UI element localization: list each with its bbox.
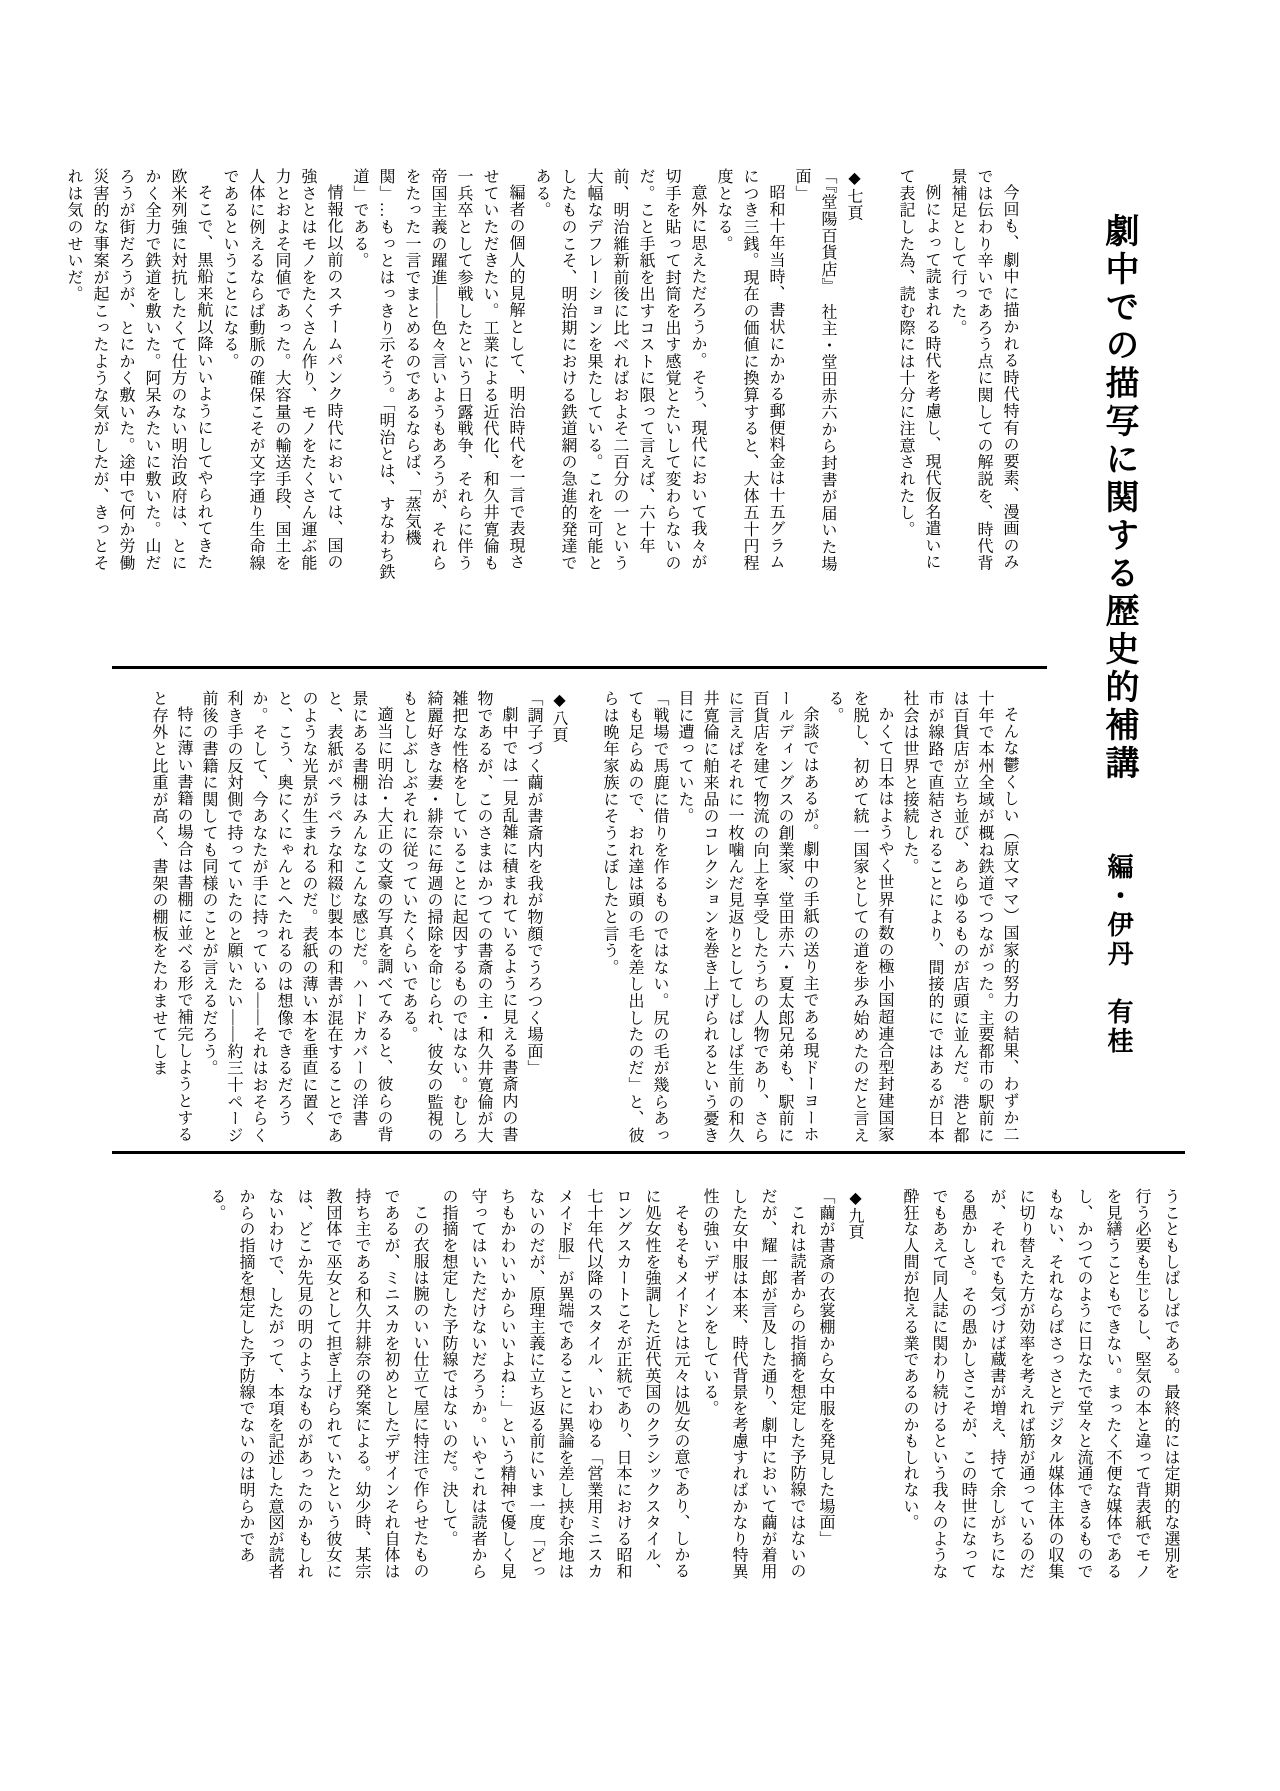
paragraph: 劇中では一見乱雑に積まれているように見える書斎内の書物であるが、このさまはかつての書斎の主・和久井寛倫が大雑把な性格をしていることに起因するものではない。むしろ綺麗好きな妻・緋奈に毎週の掃除を命じられ、彼女の監視のもとしぶしぶそれに従っていたくらいである。: [400, 690, 517, 1144]
horizontal-rule-1: [112, 666, 1047, 669]
paragraph: そんな鬱くしい（原文ママ）国家的努力の結果、わずか二十年で本州全域が概ね鉄道でつながった。主要都市の駅前には百貨店が立ち並び、あらゆるものが店頭に並んだ。港と都市が線路で直結されることにより、間接的にではあるが日本社会は世界と接続した。: [901, 690, 1018, 1144]
paragraph: この衣服は腕のいい仕立て屋に特注で作らせたものであるが、ミニスカを初めとしたデザインそれ自体は持ち主である和久井緋奈の発案による。幼少時、某宗教団体で巫女として担ぎ上げられていたという彼女には、どこか先見の明のようなものがあったのかもしれないわけで、したがって、本項を記述した意図が読者からの指摘を想定した予防線でないのは明らかである。: [208, 1188, 428, 1580]
paragraph: 編者の個人的見解として、明治時代を一言で表現させていただきたい。工業による近代化、和久井寛倫も一兵卒として参戦したという日露戦争、それらに伴う帝国主義の躍進――色々言いようもあろうが、それらをたった一言でまとめるのであるならば、「蒸気機関」…もっとはっきり示そう。「明治とは、すなわち鉄道」である。: [351, 168, 524, 580]
paragraph: 意外に思えただろうか。そう、現代において我々が切手を貼って封筒を出す感覚とたいして変わらないのだ。こと手紙を出すコストに限って言えば、六十年前、明治維新前後に比べればおよそ二百分の一という大幅なデフレーションを果たしている。これを可能としたものこそ、明治期における鉄道網の急進的発達である。: [533, 168, 706, 572]
scene-quote: 「繭が書斎の衣裳棚から女中服を発見した場面」: [817, 1188, 834, 1547]
author-credit: 編・伊丹 有桂: [1104, 853, 1133, 1056]
section-top: [65, 168, 1022, 583]
paragraph: そこで、黒船来航以降いいようにしてやられてきた欧米列強に対抗したくて仕方のない明治政府は、とにかく全力で鉄道を敷いた。阿呆みたいに敷いた。山だろうが街だろうが、とにかく敷いた。途中で何か労働災害的な事案が起こったような気がしたが、きっとそれは気のせいだ。: [65, 168, 212, 572]
section-header: ◆七頁: [845, 168, 862, 222]
paragraph: 適当に明治・大正の文豪の写真を調べてみると、彼らの背景にある書棚はみんなこんな感じだ。ハードカバーの洋書と、表紙がペラペラな和綴じ製本の和書が混在することであのような光景が生まれるのだ。表紙の薄い本を垂直に置くと、こう、奥にくにゃんとへたれるのは想像できるだろうか。そして、今あなたが手に持っている――それはおそらく利き手の反対側で持っていたのと願いたい――約三十ページ前後の書籍に関しても同様のことが言えるだろう。: [200, 690, 392, 1144]
scene-quote: 「調子づく繭が書斎内を我が物顔でうろつく場面」: [525, 690, 542, 1077]
horizontal-rule-2: [112, 1151, 1185, 1154]
paragraph: 今回も、劇中に描かれる時代特有の要素、漫画のみでは伝わり辛いであろう点に関しての解説を、時代背景補足として行った。: [949, 168, 1018, 572]
paragraph: 情報化以前のスチームパンク時代においては、国の強さとはモノをたくさん作り、モノをたくさん運ぶ能力とおよそ同値であった。大容量の輸送手段、国土を人体に例えるならば動脈の確保こそが文字通り生命線であるということになる。: [221, 168, 342, 572]
paragraph: かくて日本はようやく世界有数の極小国超連合型封建国家を脱し、初めて統一国家としての道を歩み始めたのだと言える。: [826, 690, 893, 1144]
section-middle: [110, 690, 1022, 1150]
page-title: 劇中での描写に関する歴史的補講: [1100, 213, 1137, 783]
paragraph: 例によって読まれる時代を考慮し、現代仮名遣いにて表記した為、読む際には十分に注意されたし。: [897, 168, 940, 571]
paragraph: 「戦場で馬鹿に借りを作るものではない。尻の毛が幾らあっても足らぬので、おれ達は頭の毛を差し出したのだ」と、彼らは晩年家族にそうこぼしたと言う。: [601, 690, 668, 1144]
section-header: ◆九頁: [846, 1188, 863, 1240]
paragraph: これは読者からの指摘を想定した予防線ではないのだが、耀一郎が言及した通り、劇中において繭が着用した女中服は本来、時代背景を考慮すればかなり特異性の強いデザインをしている。: [701, 1188, 805, 1580]
paragraph: 昭和十年当時、書状にかかる郵便料金は十五グラムにつき三銭。現在の価値に換算すると、大体五十円程度となる。: [715, 168, 784, 572]
paragraph: 余談ではあるが。劇中の手紙の送り主である現ドーヨーホールディングスの創業家、堂田赤六・夏太郎兄弟も、駅前に百貨店を建て物流の向上を享受したうちの人物であり、さらに言えばそれに一枚噛んだ見返りとしてしばしば生前の和久井寛倫に舶来品のコレクションを巻き上げられるという憂き目に遭っていた。: [676, 690, 818, 1144]
section-bottom: [93, 1188, 1185, 1590]
scene-quote: 「『堂陽百貨店』 社主・堂田赤六から封書が届いた場面」: [793, 168, 836, 572]
section-header: ◆八頁: [550, 690, 567, 744]
paragraph: そもそもメイドとは元々は処女の意であり、しかるに処女性を強調した近代英国のクラシックスタイル、ロングスカートこそが正統であり、日本における昭和七十年代以降のスタイル、いわゆる「営業用ミニスカメイド服」が異端であることに異論を差し挟む余地はないのだが、原理主義に立ち返る前にいま一度「どっちもかわいいからいいよね…」という精神で優しく見守ってはいただけないだろうか。いやこれは読者からの指摘を想定した予防線ではないのだ。決して。: [440, 1188, 689, 1580]
paragraph: 特に薄い書籍の場合は書棚に並べる形で補完しようとすると存外と比重が高く、書架の棚板をたわませてしま: [150, 690, 192, 1143]
paragraph: うこともしばしばである。最終的には定期的な選別を行う必要も生じるし、堅気の本と違って背表紙でモノを見繕うこともできない。まったく不便な媒体であるし、かつてのように日なたで堂々と流通できるものでもない、それならばさっさとデジタル媒体主体の収集に切り替えた方が効率を考えれば筋が通っているのだが、それでも気づけば蔵書が増え、持て余しがちになる愚かしさ。その愚かしさこそが、この時世になってでもあえて同人誌に関わり続けるという我々のような酔狂な人間が抱える業であるのかもしれない。: [901, 1188, 1179, 1580]
